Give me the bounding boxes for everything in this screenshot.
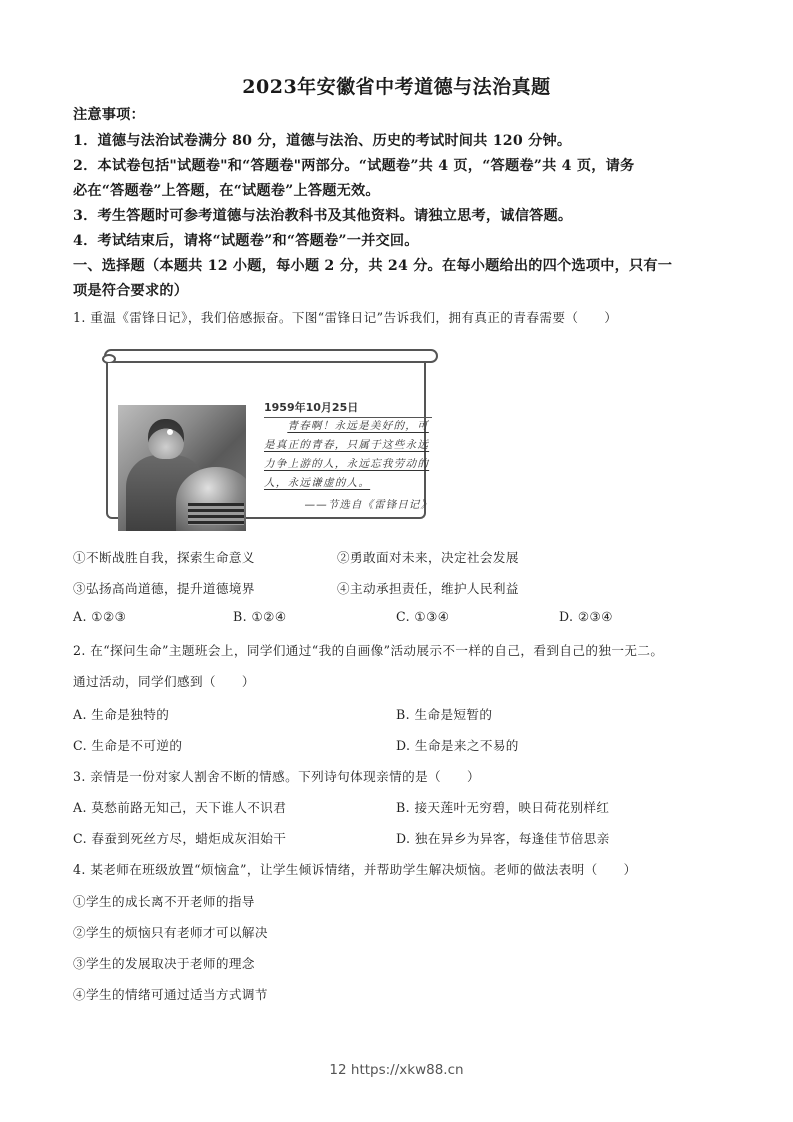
q1-figure-scroll bbox=[100, 349, 436, 521]
q2-stem-cont: 通过活动，同学们感到（ ） bbox=[73, 674, 255, 689]
photo-figure-head bbox=[148, 419, 184, 459]
q1-stem: 1. 重温《雷锋日记》，我们倍感振奋。下图“雷锋日记”告诉我们，拥有真正的青春需要（ ） bbox=[73, 310, 618, 325]
q1-option-d[interactable]: D. ②③④ bbox=[559, 609, 613, 624]
scroll-top-roll bbox=[104, 349, 438, 363]
page-footer: 12 https://xkw88.cn bbox=[329, 1062, 464, 1078]
q2-option-a[interactable]: A. 生命是独特的 bbox=[73, 707, 170, 722]
q1-option-b[interactable]: B. ①②④ bbox=[233, 609, 287, 624]
q3-stem: 3. 亲情是一份对家人割舍不断的情感。下列诗句体现亲情的是（ ） bbox=[73, 769, 481, 784]
q3-option-d[interactable]: D. 独在异乡为异客，每逢佳节倍思亲 bbox=[396, 831, 610, 846]
diary-source: ——节选自《雷锋日记》 bbox=[304, 499, 432, 511]
photo-vehicle-grill bbox=[188, 503, 244, 525]
q2-stem: 2. 在“探问生命”主题班会上，同学们通过“我的自画像”活动展示不一样的自己，看到自己的独一无二。 bbox=[73, 643, 664, 658]
diary-text: 青春啊！永远是美好的，可是真正的青春，只属于这些永远力争上游的人，永远忘我劳动的人，永远谦虚的人。 bbox=[264, 417, 432, 493]
q4-statement-1: ①学生的成长离不开老师的指导 bbox=[73, 894, 255, 909]
q2-option-b[interactable]: B. 生命是短暂的 bbox=[396, 707, 493, 722]
q3-option-c[interactable]: C. 春蚕到死丝方尽，蜡炬成灰泪始干 bbox=[73, 831, 287, 846]
q4-stem: 4. 某老师在班级放置“烦恼盒”，让学生倾诉情绪，并帮助学生解决烦恼。老师的做法表明（ ） bbox=[73, 862, 637, 877]
q1-statement-3: ③弘扬高尚道德，提升道德境界 bbox=[73, 581, 255, 596]
q4-statement-3: ③学生的发展取决于老师的理念 bbox=[73, 956, 255, 971]
q1-option-a[interactable]: A. ①②③ bbox=[73, 609, 127, 624]
q1-statement-2: ②勇敢面对未来，决定社会发展 bbox=[337, 550, 519, 565]
q4-statement-4: ④学生的情绪可通过适当方式调节 bbox=[73, 987, 268, 1002]
notice-item-3: 3．考生答题时可参考道德与法治教科书及其他资料。请独立思考，诚信答题。 bbox=[73, 208, 573, 224]
q1-statement-4: ④主动承担责任，维护人民利益 bbox=[337, 581, 519, 596]
q1-statement-1: ①不断战胜自我，探索生命意义 bbox=[73, 550, 255, 565]
notice-item-2: 2．本试卷包括"试题卷"和“答题卷"两部分。“试题卷”共 4 页，“答题卷”共 4 页，请务 bbox=[73, 158, 635, 174]
q2-option-c[interactable]: C. 生命是不可逆的 bbox=[73, 738, 183, 753]
q4-statement-2: ②学生的烦恼只有老师才可以解决 bbox=[73, 925, 268, 940]
page-title: 2023年安徽省中考道德与法治真题 bbox=[242, 76, 551, 98]
section-heading: 一、选择题（本题共 12 小题，每小题 2 分，共 24 分。在每小题给出的四个选项中，只有一 bbox=[73, 258, 673, 274]
q3-option-a[interactable]: A. 莫愁前路无知己，天下谁人不识君 bbox=[73, 800, 287, 815]
notice-item-2-cont: 必在“答题卷”上答题，在“试题卷”上答题无效。 bbox=[73, 183, 380, 199]
diary-date: 1959年10月25日 bbox=[264, 401, 359, 414]
scroll-body bbox=[106, 363, 432, 519]
section-heading-cont: 项是符合要求的） bbox=[73, 283, 189, 299]
notice-item-1: 1．道德与法治试卷满分 80 分，道德与法治、历史的考试时间共 120 分钟。 bbox=[73, 133, 572, 149]
q3-option-b[interactable]: B. 接天莲叶无穷碧，映日荷花别样红 bbox=[396, 800, 610, 815]
q1-option-c[interactable]: C. ①③④ bbox=[396, 609, 450, 624]
diary-excerpt bbox=[264, 399, 432, 512]
notice-item-4: 4．考试结束后，请将“试题卷”和“答题卷”一并交回。 bbox=[73, 233, 419, 249]
q2-option-d[interactable]: D. 生命是来之不易的 bbox=[396, 738, 519, 753]
notice-heading: 注意事项： bbox=[73, 107, 145, 123]
lei-feng-photo bbox=[118, 405, 246, 531]
cap-star-icon bbox=[167, 429, 173, 435]
